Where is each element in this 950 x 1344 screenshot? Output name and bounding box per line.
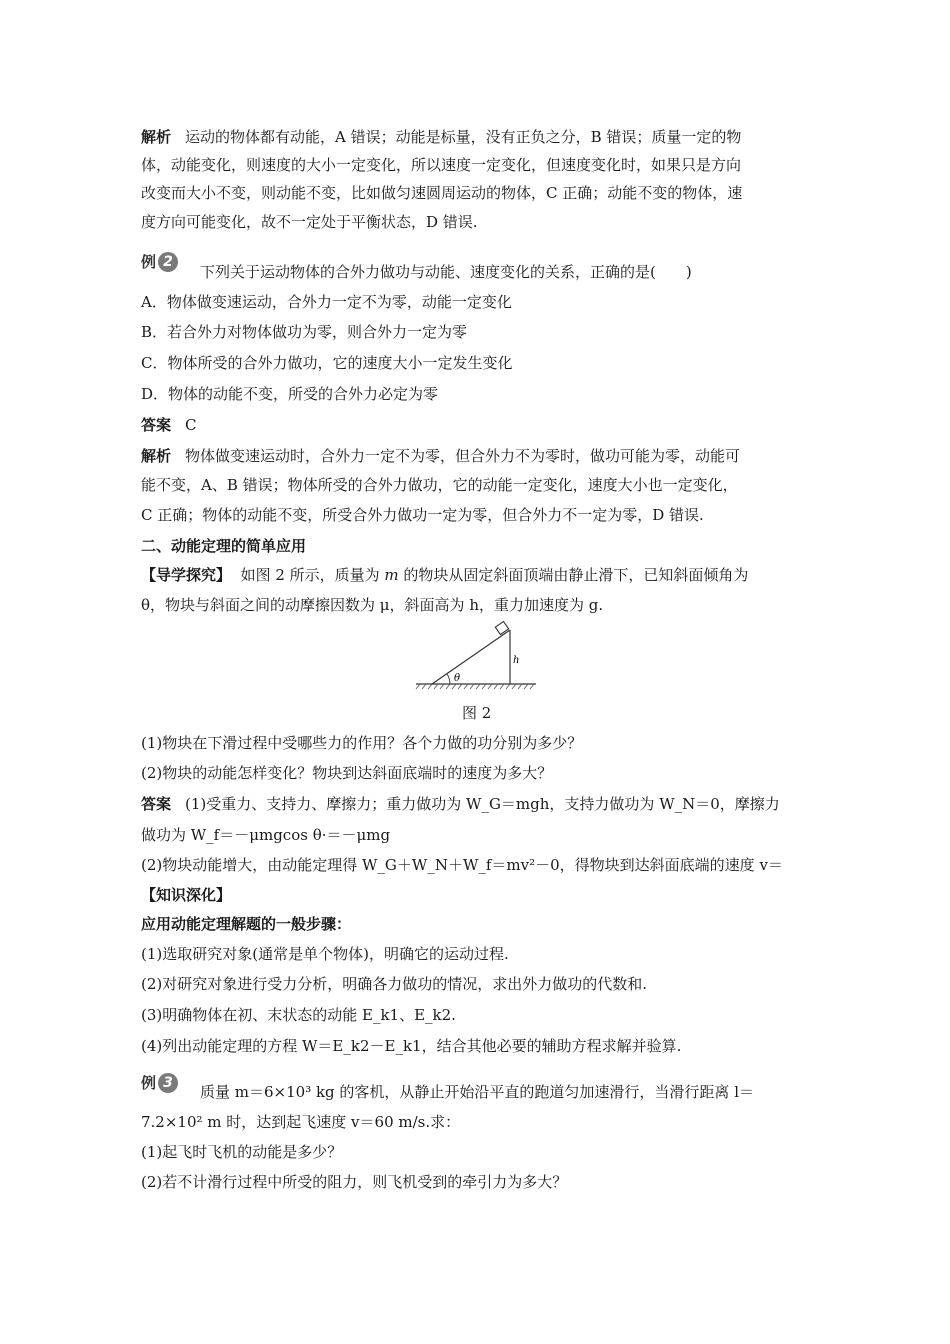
analysis-text: 运动的物体都有动能，A 错误；动能是标量，没有正负之分，B 错误；质量一定的物 xyxy=(185,128,742,146)
answer-value: C xyxy=(185,416,197,434)
analysis-line-3: 改变而大小不变，则动能不变，比如做匀速圆周运动的物体，C 正确；动能不变的物体，速 xyxy=(141,184,743,202)
analysis-line-4: 度方向可能变化，故不一定处于平衡状态，D 错误. xyxy=(141,213,478,231)
example-3-question-2: (2)若不计滑行过程中所受的阻力，则飞机受到的牵引力为多大？ xyxy=(141,1173,568,1191)
step-4: (4)列出动能定理的方程 W＝E_k2－E_k1，结合其他必要的辅助方程求解并验算. xyxy=(141,1037,682,1055)
guide-var-m: m xyxy=(384,566,399,584)
example-number-circle: 2 xyxy=(158,252,178,272)
answer-text: (1)受重力、支持力、摩擦力；重力做功为 W_G＝mgh，支持力做功为 W_N＝0，摩擦力 xyxy=(185,795,780,813)
section-answer-3: (2)物块动能增大，由动能定理得 W_G＋W_N＋W_f＝mv²－0，得物块到达斜面底端的速度 v＝ xyxy=(141,856,783,874)
section-answer-1 xyxy=(141,794,780,814)
example-3-question-1: (1)起飞时飞机的动能是多少？ xyxy=(141,1143,343,1161)
analysis-line-2: 体，动能变化，则速度的大小一定变化，所以速度一定变化，但速度变化时，如果只是方向 xyxy=(141,156,742,174)
example-2-question: 下列关于运动物体的合外力做功与动能、速度变化的关系，正确的是( ) xyxy=(200,263,692,281)
guide-line-2: θ，物块与斜面之间的动摩擦因数为 μ，斜面高为 h，重力加速度为 g. xyxy=(141,596,604,614)
example-label: 例 xyxy=(141,253,157,271)
option-d: D．物体的动能不变，所受的合外力必定为零 xyxy=(141,385,439,403)
analysis-label: 解析 xyxy=(141,447,172,465)
answer-label: 答案 xyxy=(141,416,172,434)
example-3-line-1: 质量 m＝6×10³ kg 的客机，从静止开始沿平直的跑道匀加速滑行，当滑行距离 l＝ xyxy=(200,1083,754,1101)
ground-hatching xyxy=(416,684,534,689)
guide-text-b: 的物块从固定斜面顶端由静止滑下，已知斜面倾角为 xyxy=(398,566,749,584)
example-2-answer xyxy=(141,415,197,435)
option-a: A．物体做变速运动，合外力一定不为零，动能一定变化 xyxy=(141,293,512,311)
analysis-text: 物体做变速运动时，合外力一定不为零，但合外力不为零时，做功可能为零，动能可 xyxy=(185,447,741,465)
example-2-analysis-3: C 正确；物体的动能不变，所受合外力做功一定为零，但合外力不一定为零，D 错误. xyxy=(141,506,704,524)
example-2-analysis-2: 能不变，A、B 错误；物体所受的合外力做功，它的动能一定变化，速度大小也一定变化， xyxy=(141,476,738,494)
knowledge-title: 应用动能定理解题的一般步骤： xyxy=(141,915,352,933)
guide-text-a: 如图 2 所示，质量为 xyxy=(240,566,385,584)
example-label: 例 xyxy=(141,1074,157,1092)
analysis-line-1 xyxy=(141,127,741,147)
step-3: (3)明确物体在初、末状态的动能 E_k1、E_k2. xyxy=(141,1006,456,1024)
example-3-badge xyxy=(141,1072,178,1093)
example-2-analysis-1 xyxy=(141,446,740,466)
knowledge-label: 【知识深化】 xyxy=(141,886,232,904)
question-1: (1)物块在下滑过程中受哪些力的作用？各个力做的功分别为多少？ xyxy=(141,734,583,752)
example-number-circle: 3 xyxy=(158,1073,178,1093)
incline-slope xyxy=(432,630,510,684)
figure-caption: 图 2 xyxy=(462,704,492,722)
step-1: (1)选取研究对象(通常是单个物体)，明确它的运动过程. xyxy=(141,945,509,963)
answer-label: 答案 xyxy=(141,795,172,813)
angle-label: θ xyxy=(454,673,461,684)
example-3-line-2: 7.2×10² m 时，达到起飞速度 v＝60 m/s.求： xyxy=(141,1113,461,1131)
section-answer-2: 做功为 W_f＝－μmgcos θ·＝－μmg xyxy=(141,826,391,844)
height-label: h xyxy=(513,655,520,666)
guide-line-1 xyxy=(141,565,748,585)
example-2-badge xyxy=(141,251,178,272)
guide-label: 【导学探究】 xyxy=(141,566,232,584)
step-2: (2)对研究对象进行受力分析，明确各力做功的情况，求出外力做功的代数和. xyxy=(141,975,648,993)
option-c: C．物体所受的合外力做功，它的速度大小一定发生变化 xyxy=(141,354,513,372)
question-2: (2)物块的动能怎样变化？物块到达斜面底端时的速度为多大？ xyxy=(141,764,553,782)
angle-arc xyxy=(447,674,450,684)
section-heading: 二、动能定理的简单应用 xyxy=(141,537,307,555)
option-b: B．若合外力对物体做功为零，则合外力一定为零 xyxy=(141,323,468,341)
analysis-label: 解析 xyxy=(141,128,172,146)
incline-diagram xyxy=(414,620,539,692)
